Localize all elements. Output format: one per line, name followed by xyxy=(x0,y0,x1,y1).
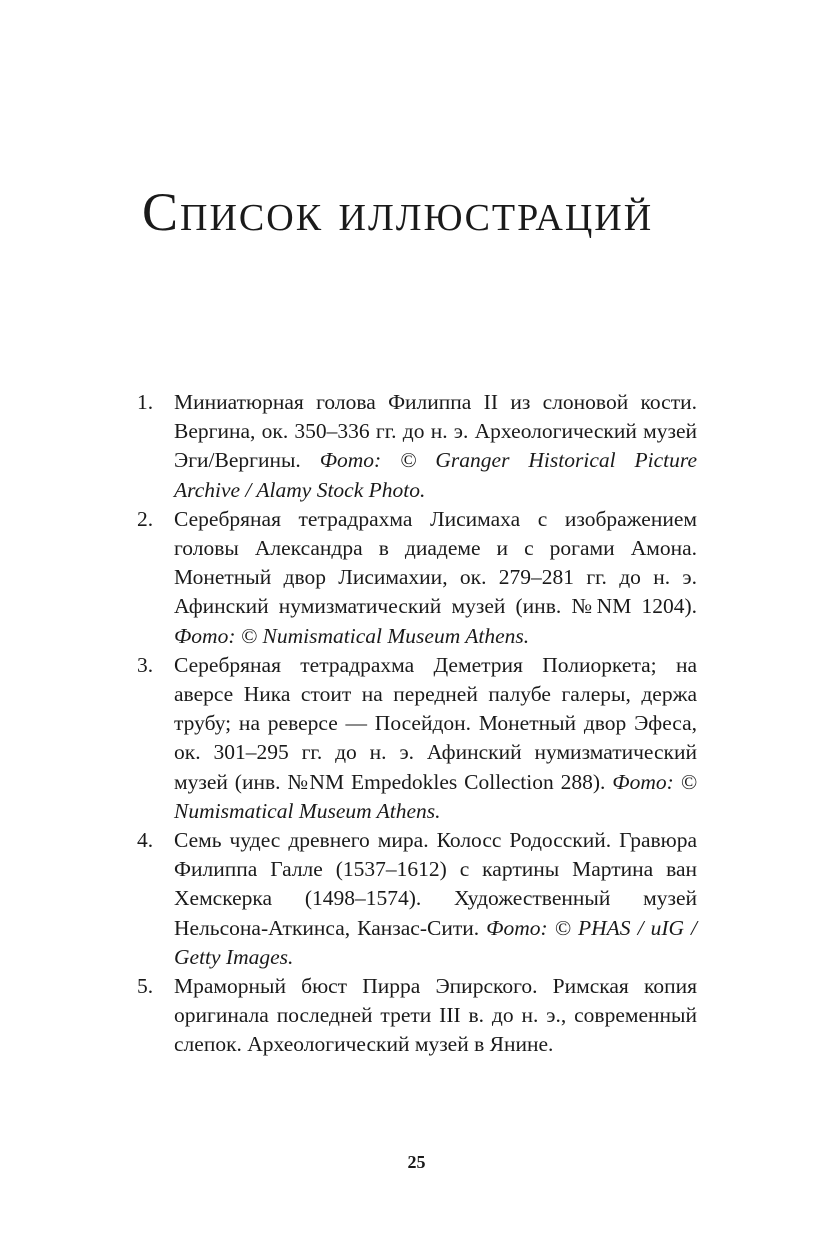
page-number: 25 xyxy=(407,1152,426,1172)
list-item xyxy=(137,505,697,651)
page-title: Список иллюстраций xyxy=(142,182,654,242)
item-credit: Фото: © Granger Historical Picture Archive / Alamy Stock Photo. xyxy=(174,448,698,502)
item-text: Миниатюрная голова Филиппа II из слоновой кости. Вергина, ок. 350–336 гг. до н. э. Археологический музей Эги/Вергины. xyxy=(174,390,697,473)
list-item xyxy=(137,972,697,1060)
item-number: 5. xyxy=(137,974,154,999)
list-item xyxy=(137,826,697,972)
item-number: 4. xyxy=(137,828,154,853)
item-text: Мраморный бюст Пирра Эпирского. Римская копия оригинала последней трети III в. до н. э., современный слепок. Археологический музей в Янине. xyxy=(174,974,697,1057)
item-text: Серебряная тетрадрахма Деметрия Полиоркета; на аверсе Ника стоит на передней палубе галеры, держа трубу; на реверсе — Посейдон. Монетный двор Эфеса, ок. 301–295 гг. до н. э. Афинский нумизматический музей (инв. №NM Empedokles Collection 288). xyxy=(174,652,697,794)
item-credit: Фото: © PHAS / uIG / Getty Images. xyxy=(174,915,697,969)
item-number: 3. xyxy=(137,652,154,677)
list-item xyxy=(137,388,697,505)
item-text: Семь чудес древнего мира. Колосс Родосский. Гравюра Филиппа Галле (1537–1612) с картины Мартина ван Хемскерка (1498–1574). Художественный музей Нельсона-Аткинса, Канзас-Сити. xyxy=(174,828,697,940)
item-text: Серебряная тетрадрахма Лисимаха с изображением головы Александра в диадеме и с рогами Амона. Монетный двор Лисимахии, ок. 279–281 гг. до н. э. Афинский нумизматический музей (инв. №NM 1204). xyxy=(174,506,697,619)
illustration-list xyxy=(137,388,697,1060)
item-number: 1. xyxy=(137,390,154,414)
item-number: 2. xyxy=(137,506,154,531)
item-credit: Фото: © Numismatical Museum Athens. xyxy=(174,769,698,823)
item-credit: Фото: © Numismatical Museum Athens. xyxy=(174,623,530,648)
list-item xyxy=(137,651,697,826)
